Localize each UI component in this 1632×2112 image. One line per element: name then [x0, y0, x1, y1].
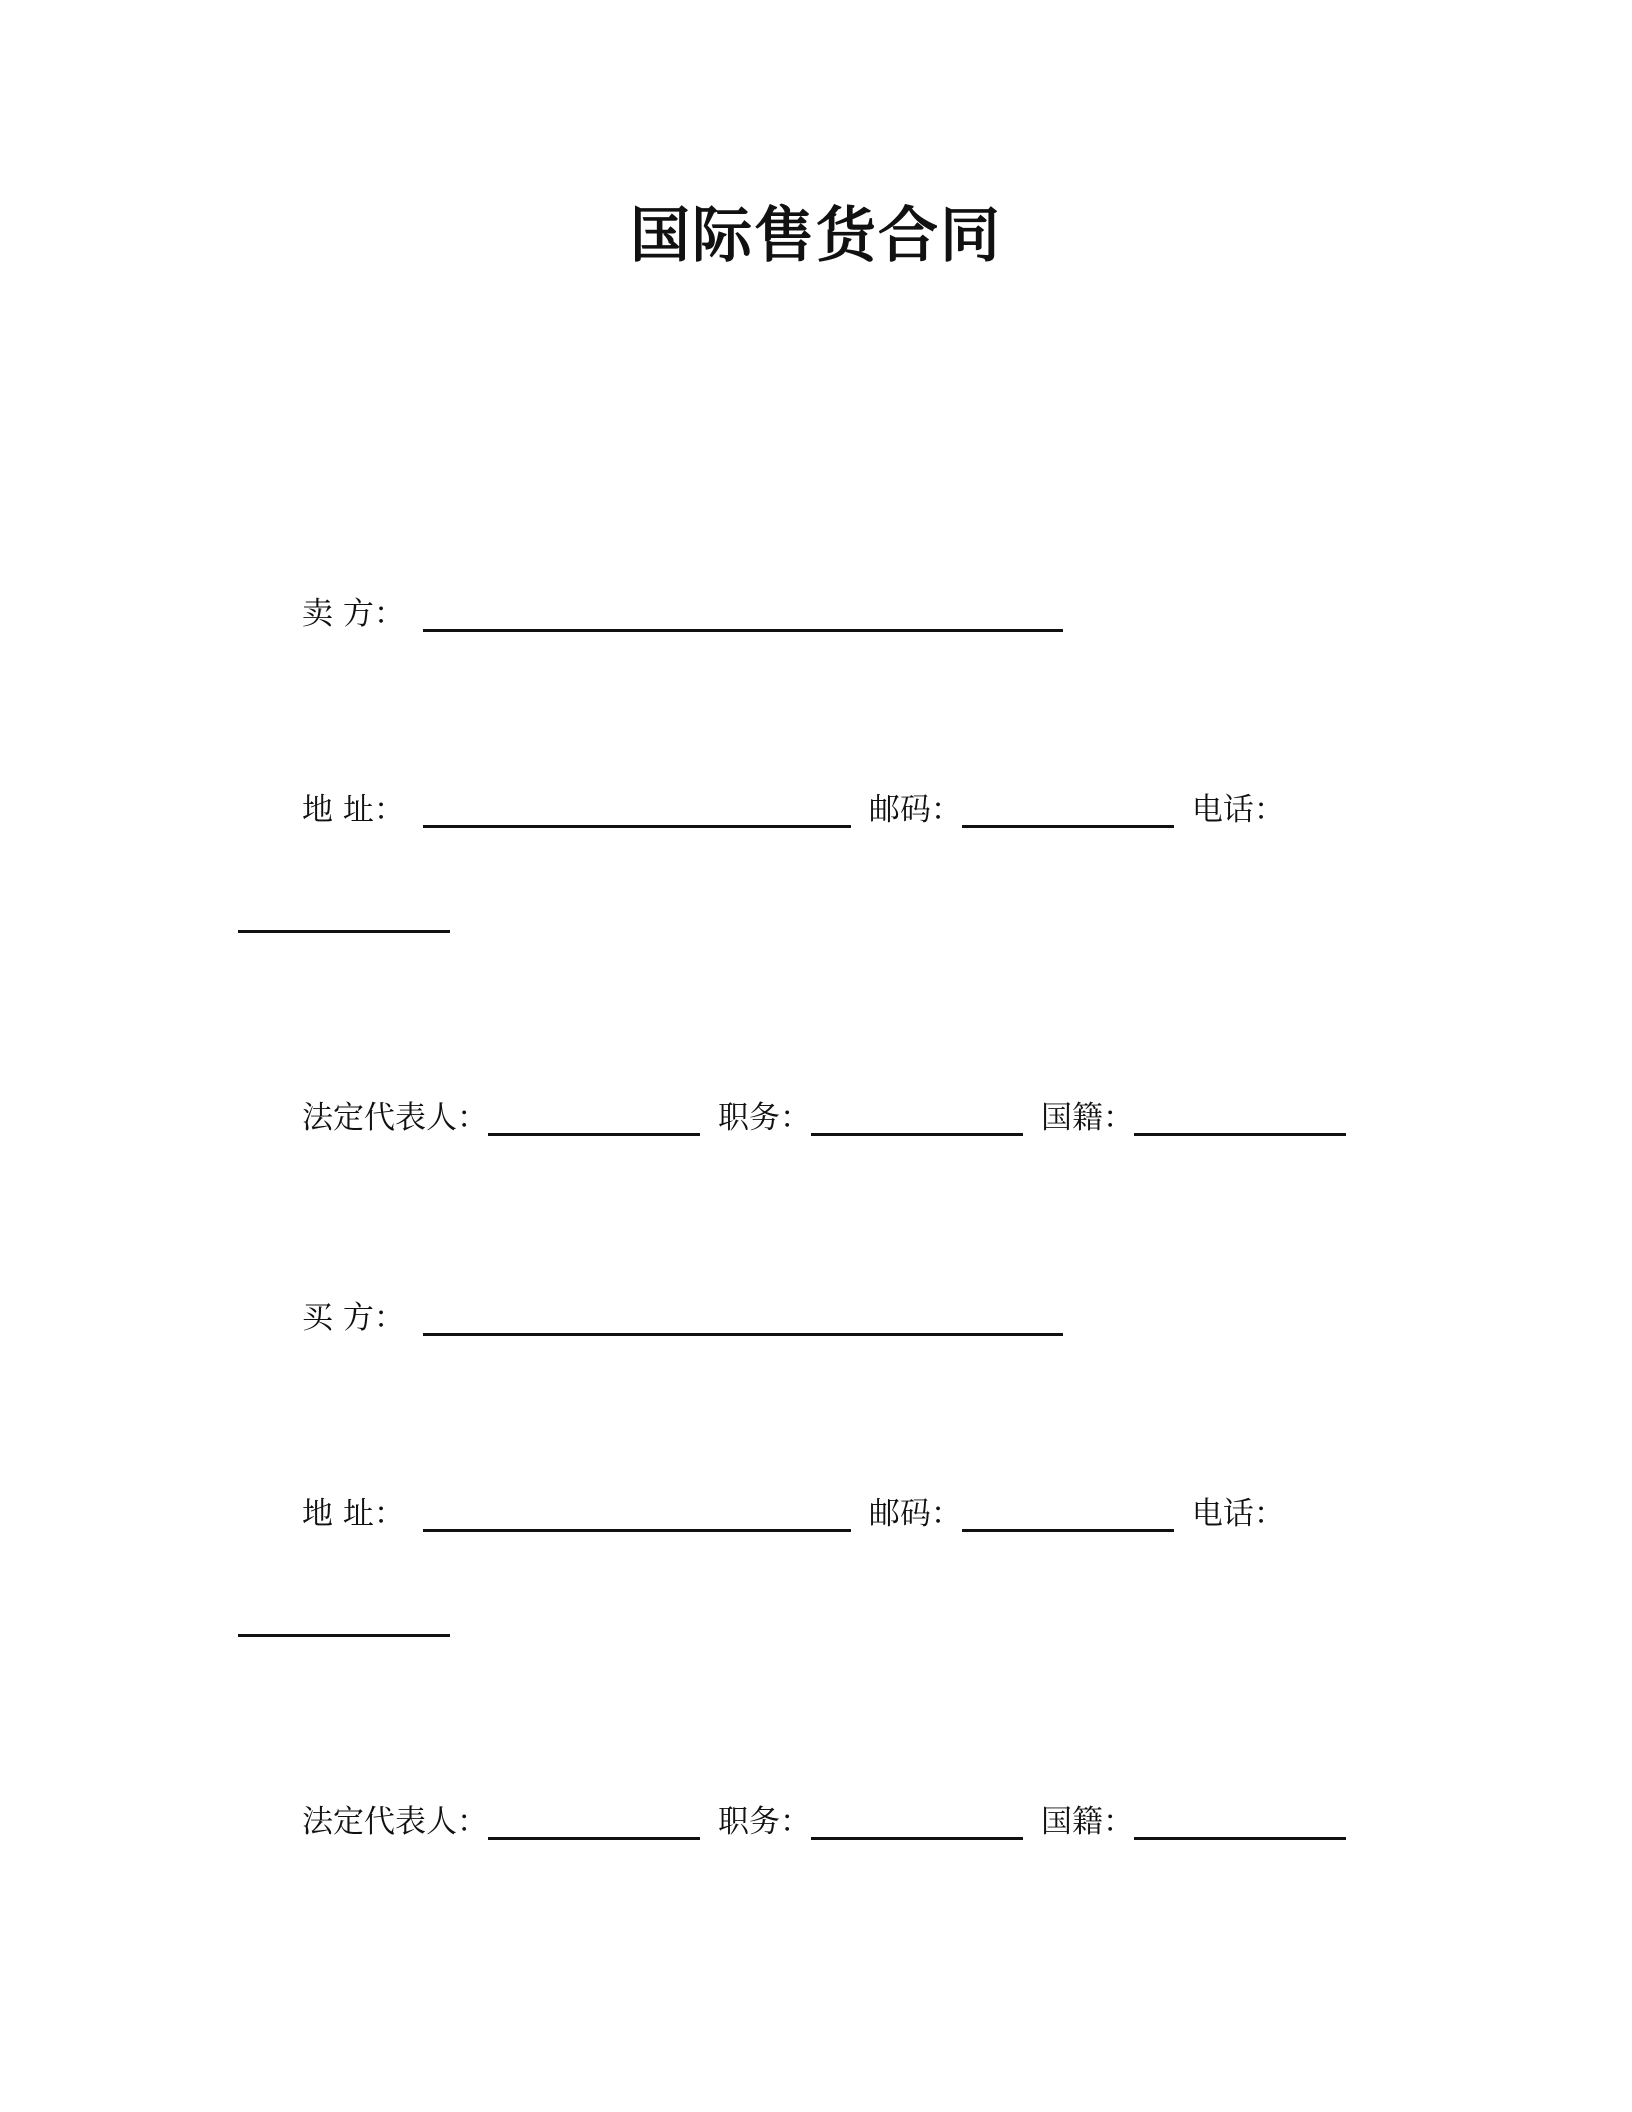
- seller-position-field[interactable]: [811, 1103, 1023, 1136]
- buyer-phone-label: 电话：: [1191, 1496, 1285, 1532]
- buyer-party-row: [302, 1296, 1063, 1340]
- buyer-address-row: [302, 1492, 1285, 1536]
- seller-nationality-field[interactable]: [1134, 1103, 1346, 1136]
- buyer-nationality-field[interactable]: [1134, 1807, 1346, 1840]
- buyer-legal-rep-field[interactable]: [488, 1807, 700, 1840]
- seller-phone-field[interactable]: [238, 900, 450, 933]
- seller-phone-row: [238, 900, 450, 937]
- buyer-postcode-field[interactable]: [962, 1499, 1174, 1532]
- buyer-position-label: 职务：: [718, 1804, 811, 1840]
- buyer-nationality-label: 国籍：: [1041, 1804, 1134, 1840]
- seller-party-label: 卖 方：: [302, 596, 405, 632]
- buyer-postcode-label: 邮码：: [868, 1496, 962, 1532]
- buyer-party-field[interactable]: [423, 1303, 1063, 1336]
- seller-legal-rep-label: 法定代表人：: [302, 1100, 488, 1136]
- buyer-party-label: 买 方：: [302, 1300, 405, 1336]
- seller-nationality-label: 国籍：: [1041, 1100, 1134, 1136]
- seller-party-field[interactable]: [423, 599, 1063, 632]
- buyer-position-field[interactable]: [811, 1807, 1023, 1840]
- seller-legal-rep-field[interactable]: [488, 1103, 700, 1136]
- seller-position-label: 职务：: [718, 1100, 811, 1136]
- buyer-phone-field[interactable]: [238, 1604, 450, 1637]
- buyer-address-field[interactable]: [423, 1499, 851, 1532]
- buyer-legal-rep-row: [302, 1800, 1346, 1844]
- buyer-address-label: 地 址：: [302, 1496, 405, 1532]
- seller-postcode-label: 邮码：: [868, 792, 962, 828]
- seller-address-row: [302, 788, 1285, 832]
- seller-postcode-field[interactable]: [962, 795, 1174, 828]
- seller-address-field[interactable]: [423, 795, 851, 828]
- seller-phone-label: 电话：: [1191, 792, 1285, 828]
- contract-title: 国际售货合同: [630, 201, 1002, 271]
- seller-party-row: [302, 592, 1063, 636]
- buyer-legal-rep-label: 法定代表人：: [302, 1804, 488, 1840]
- seller-legal-rep-row: [302, 1096, 1346, 1140]
- buyer-phone-row: [238, 1604, 450, 1641]
- seller-address-label: 地 址：: [302, 792, 405, 828]
